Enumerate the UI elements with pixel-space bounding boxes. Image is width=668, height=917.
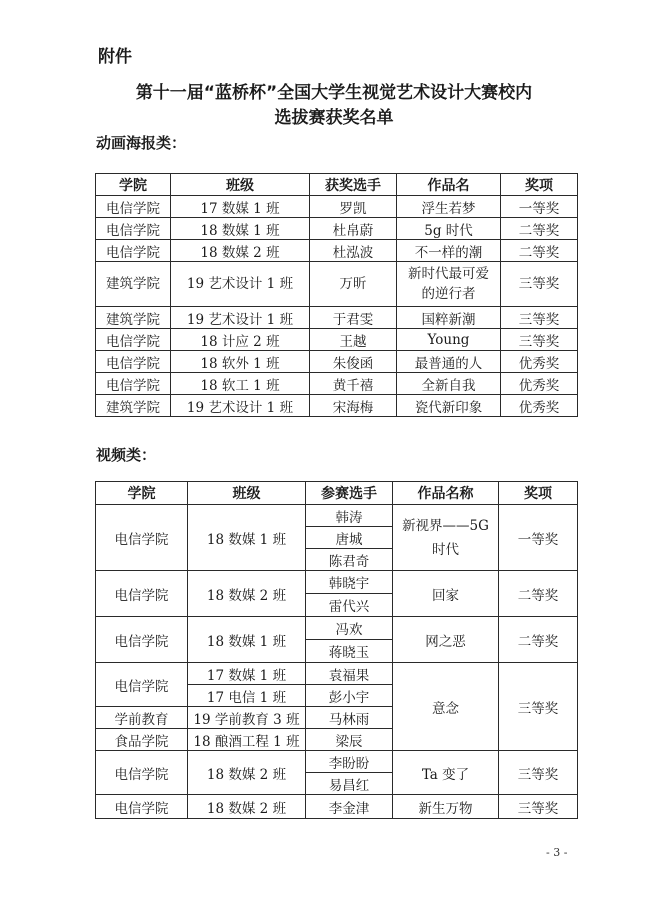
cell-class: 18 数媒 2 班 [188,795,306,819]
cell-award: 一等奖 [499,505,578,571]
cell-class: 17 电信 1 班 [188,685,306,707]
cell-class: 18 软工 1 班 [171,373,310,395]
cell-college: 电信学院 [96,373,171,395]
cell-participant: 马林雨 [306,707,393,729]
cell-award: 二等奖 [501,240,578,262]
cell-work: 瓷代新印象 [397,395,501,417]
attachment-label: 附件 [98,47,132,67]
cell-class: 19 学前教育 3 班 [188,707,306,729]
cell-college: 电信学院 [96,351,171,373]
table-row [96,196,578,218]
cell-participant: 蒋晓玉 [306,640,393,663]
cell-winner: 杜帛蔚 [310,218,397,240]
cell-work-name: 网之恶 [393,617,499,663]
cell-participant: 梁辰 [306,729,393,751]
cell-class: 19 艺术设计 1 班 [171,307,310,329]
table-row [96,395,578,417]
cell-class: 18 酿酒工程 1 班 [188,729,306,751]
cell-class: 18 数媒 2 班 [171,240,310,262]
cell-award: 二等奖 [499,617,578,663]
cell-college: 电信学院 [96,196,171,218]
cell-college: 电信学院 [96,240,171,262]
cell-participant: 雷代兴 [306,594,393,617]
cell-work: 国粹新潮 [397,307,501,329]
table-row [96,351,578,373]
cell-work: 新时代最可爱的逆行者 [397,262,501,307]
cell-college: 建筑学院 [96,395,171,417]
cell-college: 电信学院 [96,218,171,240]
cell-participant: 李金津 [306,795,393,819]
table-row [96,795,578,819]
cell-college: 食品学院 [96,729,188,751]
cell-participant: 冯欢 [306,617,393,640]
col-header-participant: 参赛选手 [306,482,393,505]
cell-participant: 易昌红 [306,773,393,795]
cell-college: 建筑学院 [96,262,171,307]
cell-winner: 朱俊函 [310,351,397,373]
cell-class: 18 数媒 2 班 [188,571,306,617]
col-header-work-name: 作品名称 [393,482,499,505]
cell-class: 18 数媒 2 班 [188,751,306,795]
poster-section-heading: 动画海报类： [96,134,187,152]
col-header-college: 学院 [96,174,171,196]
table-row [96,240,578,262]
cell-participant: 韩晓宇 [306,571,393,594]
cell-participant: 陈君奇 [306,549,393,571]
cell-class: 18 软外 1 班 [171,351,310,373]
table-row [96,571,578,594]
col-header-class: 班级 [171,174,310,196]
table-row [96,617,578,640]
col-header-college: 学院 [96,482,188,505]
cell-work-name: 意念 [393,663,499,751]
cell-winner: 宋海梅 [310,395,397,417]
col-header-award: 奖项 [499,482,578,505]
cell-participant: 袁福果 [306,663,393,685]
cell-work: 5g 时代 [397,218,501,240]
cell-class: 18 数媒 1 班 [188,505,306,571]
cell-college: 学前教育 [96,707,188,729]
cell-college: 建筑学院 [96,307,171,329]
cell-award: 三等奖 [499,751,578,795]
col-header-award: 奖项 [501,174,578,196]
cell-work: 最普通的人 [397,351,501,373]
cell-award: 一等奖 [501,196,578,218]
cell-class: 17 数媒 1 班 [188,663,306,685]
cell-award: 三等奖 [501,329,578,351]
cell-participant: 韩涛 [306,505,393,527]
cell-work-name: 新生万物 [393,795,499,819]
cell-work: 全新自我 [397,373,501,395]
video-section-heading: 视频类： [96,446,157,464]
page-title-line1: 第十一届“蓝桥杯”全国大学生视觉艺术设计大赛校内 [135,83,533,103]
page-title-line2: 选拔赛获奖名单 [274,108,394,128]
cell-participant: 彭小宇 [306,685,393,707]
cell-college: 电信学院 [96,751,188,795]
cell-award: 三等奖 [501,262,578,307]
table-row [96,751,578,773]
table-row [96,262,578,307]
cell-winner: 王越 [310,329,397,351]
table-row [96,505,578,527]
cell-participant: 李盼盼 [306,751,393,773]
cell-work-name: 回家 [393,571,499,617]
poster-awards-table [95,173,578,417]
cell-college: 电信学院 [96,505,188,571]
cell-winner: 黄千禧 [310,373,397,395]
cell-award: 三等奖 [501,307,578,329]
cell-work-name: 新视界——5G 时代 [393,505,499,571]
cell-winner: 杜泓波 [310,240,397,262]
cell-work: 浮生若梦 [397,196,501,218]
cell-college: 电信学院 [96,663,188,707]
cell-work-name: Ta 变了 [393,751,499,795]
cell-winner: 于君雯 [310,307,397,329]
cell-class: 19 艺术设计 1 班 [171,395,310,417]
cell-college: 电信学院 [96,617,188,663]
cell-class: 19 艺术设计 1 班 [171,262,310,307]
table-row [96,218,578,240]
table-row [96,307,578,329]
video-awards-table [95,481,578,819]
cell-award: 优秀奖 [501,395,578,417]
cell-class: 18 数媒 1 班 [171,218,310,240]
cell-participant: 唐城 [306,527,393,549]
cell-work: 不一样的潮 [397,240,501,262]
cell-class: 18 计应 2 班 [171,329,310,351]
cell-award: 三等奖 [499,795,578,819]
cell-college: 电信学院 [96,571,188,617]
table-row [96,329,578,351]
cell-award: 二等奖 [501,218,578,240]
table-header-row [96,482,578,505]
cell-award: 二等奖 [499,571,578,617]
cell-class: 18 数媒 1 班 [188,617,306,663]
col-header-winner: 获奖选手 [310,174,397,196]
page-number: - 3 - [546,846,568,859]
cell-award: 三等奖 [499,663,578,751]
cell-class: 17 数媒 1 班 [171,196,310,218]
table-row [96,663,578,685]
table-header-row [96,174,578,196]
col-header-work: 作品名 [397,174,501,196]
col-header-class: 班级 [188,482,306,505]
cell-award: 优秀奖 [501,373,578,395]
table-row [96,373,578,395]
cell-college: 电信学院 [96,329,171,351]
cell-award: 优秀奖 [501,351,578,373]
cell-winner: 万昕 [310,262,397,307]
cell-work: Young [397,329,501,351]
cell-college: 电信学院 [96,795,188,819]
cell-winner: 罗凯 [310,196,397,218]
